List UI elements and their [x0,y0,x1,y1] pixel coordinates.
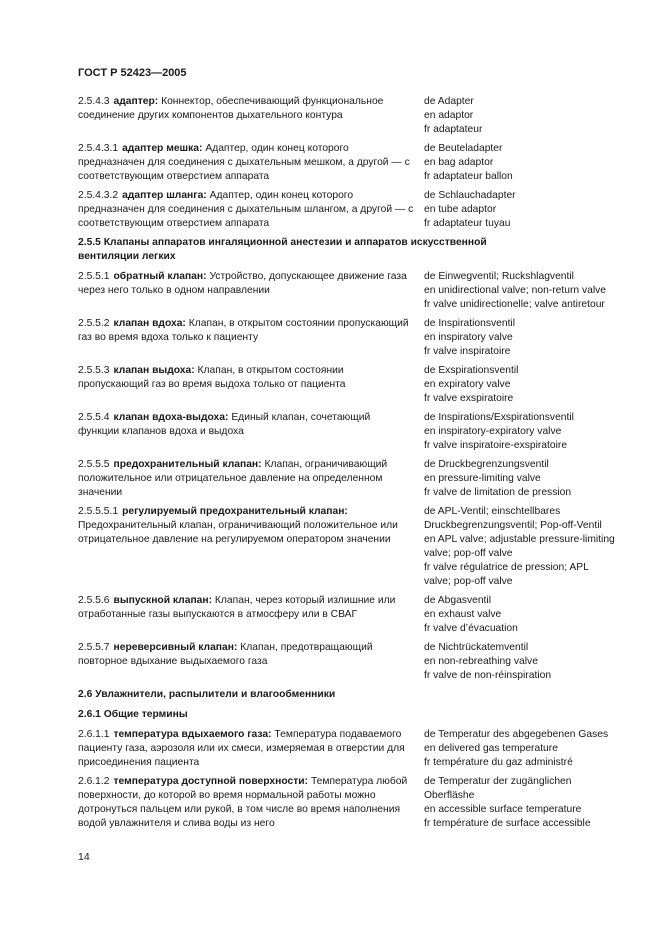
translation-line: fr valve d’évacuation [424,623,518,634]
term-translations [424,364,618,406]
term-entry [78,189,618,231]
translation-line: en non-rebreathing valve [424,656,538,667]
term-name: клапан выдоха: [113,365,195,376]
term-description: Адаптер, один конец которого предназначен для соединения с дыхательным шлангом, а другой — с соответствующим отверстием аппарата [78,190,414,229]
section-heading-2-5-5: 2.5.5 Клапаны аппаратов ингаляционной анестезии и аппаратов искусственной вентиляции легких [78,237,487,262]
term-number: 2.5.5.5.1 [78,506,119,517]
term-description: Устройство, допускающее движение газа через него только в одном направлении [78,271,407,296]
term-translations [424,594,618,636]
entries-group-a [78,95,618,231]
term-description: Единый клапан, сочетающий функции клапанов вдоха и выдоха [78,412,371,437]
translation-line: fr adaptateur tuyau [424,218,511,229]
term-translations [424,142,618,184]
page-number: 14 [78,851,90,863]
term-number: 2.5.5.4 [78,412,110,423]
term-name: клапан вдоха: [113,318,186,329]
term-translations [424,641,618,683]
subsection-heading-2-6-1: 2.6.1 Общие термины [78,709,188,720]
term-entry [78,317,618,359]
term-definition [78,364,414,406]
term-entry [78,458,618,500]
term-definition [78,458,414,500]
term-translations [424,458,618,500]
term-number: 2.5.5.7 [78,642,110,653]
term-translations [424,505,618,589]
translation-line: en unidirectional valve; non-return valve [424,285,607,296]
translation-line: en accessible surface temperature [424,804,582,815]
term-definition [78,142,414,184]
term-number: 2.5.5.2 [78,318,110,329]
translation-line: de APL-Ventil; einschtellbares Druckbegrenzungsventil; Pop-off-Ventil [424,506,602,531]
translation-line: de Inspirationsventil [424,318,516,329]
term-description: Клапан, ограничивающий положительное или отрицательное давление на определенном значении [78,459,388,498]
translation-line: fr valve de limitation de pression [424,487,572,498]
term-definition [78,270,414,312]
translation-line: en exhaust valve [424,609,502,620]
term-definition [78,411,414,453]
term-number: 2.5.4.3.1 [78,143,119,154]
translation-line: en expiratory valve [424,379,511,390]
term-entry [78,505,618,589]
term-name: предохранительный клапан: [113,459,262,470]
translation-line: fr valve inspiratoire [424,346,511,357]
term-translations [424,95,618,137]
term-definition [78,95,414,137]
section-heading-2-6: 2.6 Увлажнители, распылители и влагообменники [78,689,336,700]
term-name: адаптер: [113,96,159,107]
translation-line: fr adaptateur [424,124,483,135]
term-definition [78,775,414,831]
term-entry [78,594,618,636]
term-definition [78,594,414,636]
translation-line: fr température du gaz administré [424,757,573,768]
term-name: регулируемый предохранительный клапан: [122,506,348,517]
term-entry [78,142,618,184]
term-name: выпускной клапан: [113,595,213,606]
term-definition [78,641,414,683]
term-name: клапан вдоха-выдоха: [113,412,229,423]
term-name: обратный клапан: [113,271,207,282]
term-translations [424,411,618,453]
term-name: адаптер шланга: [122,190,207,201]
term-name: температура вдыхаемого газа: [113,729,272,740]
translation-line: de Abgasventil [424,595,491,606]
term-number: 2.5.5.3 [78,365,110,376]
term-description: Адаптер, один конец которого предназначен для соединения с дыхательным мешком, а другой — с соответствующим отверстием аппарата [78,143,410,182]
term-translations [424,317,618,359]
translation-line: en APL valve; adjustable pressure-limiting valve; pop-off valve [424,534,615,559]
term-definition [78,189,414,231]
term-entry [78,775,618,831]
term-entry [78,411,618,453]
translation-line: fr valve régulatrice de pression; APL valve; pop-off valve [424,562,589,587]
translation-line: de Temperatur des abgegebenen Gases [424,729,609,740]
term-name: температура доступной поверхности: [113,776,309,787]
term-entry [78,641,618,683]
translation-line: de Nichtrückatemventil [424,642,529,653]
term-definition [78,728,414,770]
term-description: Клапан, через который излишние или отработанные газы выпускаются в атмосферу или в СВАГ [78,595,396,620]
translation-line: de Temperatur der zugänglichen Oberfläshe [424,776,572,801]
term-number: 2.6.1.1 [78,729,110,740]
term-translations [424,270,618,312]
entries-group-c [78,728,618,831]
term-description: Предохранительный клапан, ограничивающий положительное или отрицательное давление на регулируемом оператором значении [78,520,398,545]
translation-line: en bag adaptor [424,157,494,168]
term-definition [78,317,414,359]
translation-line: en inspiratory-expiratory valve [424,426,562,437]
translation-line: en pressure-limiting valve [424,473,541,484]
translation-line: fr valve exspiratoire [424,393,514,404]
translation-line: fr valve inspiratoire-exspiratoire [424,440,568,451]
term-number: 2.5.5.1 [78,271,110,282]
translation-line: en tube adaptor [424,204,497,215]
term-description: Клапан, в открытом состоянии пропускающий газ во время вдоха только к пациенту [78,318,409,343]
term-definition [78,505,414,589]
term-translations [424,189,618,231]
term-entry [78,728,618,770]
term-description: Клапан, предотвращающий повторное вдыхание выдыхаемого газа [78,642,373,667]
term-description: Температура подаваемого пациенту газа, аэрозоля или их смеси, измеряемая в отверстии для присоединения пациента [78,729,405,768]
term-translations [424,728,618,770]
term-number: 2.5.4.3.2 [78,190,119,201]
translation-line: en adaptor [424,110,474,121]
translation-line: fr valve unidirectionelle; valve antiretour [424,299,605,310]
translation-line: en inspiratory valve [424,332,513,343]
translation-line: de Schlauchadapter [424,190,516,201]
translation-line: fr température de surface accessible [424,818,591,829]
term-description: Температура любой поверхности, до которой во время нормальной работы можно дотронуться пальцем или рукой, в том числе во время наполнения водой увлажнителя и слива воды из него [78,776,408,829]
document-body [78,95,618,836]
translation-line: de Inspirations/Exspirationsventil [424,412,574,423]
translation-line: fr valve de non-réinspiration [424,670,552,681]
term-description: Клапан, в открытом состоянии пропускающий газ во время выдоха только от пациента [78,365,346,390]
translation-line: de Adapter [424,96,474,107]
document-header: ГОСТ Р 52423—2005 [78,67,187,79]
translation-line: de Beuteladapter [424,143,503,154]
translation-line: de Exspirationsventil [424,365,519,376]
entries-group-b [78,270,618,683]
translation-line: de Druckbegrenzungsventil [424,459,549,470]
term-number: 2.5.5.5 [78,459,110,470]
term-name: нереверсивный клапан: [113,642,238,653]
term-number: 2.5.4.3 [78,96,110,107]
term-description: Коннектор, обеспечивающий функциональное соединение других компонентов дыхательного контура [78,96,384,121]
translation-line: en delivered gas temperature [424,743,558,754]
translation-line: de Einwegventil; Ruckshlagventil [424,271,574,282]
term-number: 2.5.5.6 [78,595,110,606]
term-number: 2.6.1.2 [78,776,110,787]
term-entry [78,364,618,406]
term-entry [78,95,618,137]
translation-line: fr adaptateur ballon [424,171,513,182]
term-entry [78,270,618,312]
term-translations [424,775,618,831]
term-name: адаптер мешка: [122,143,203,154]
